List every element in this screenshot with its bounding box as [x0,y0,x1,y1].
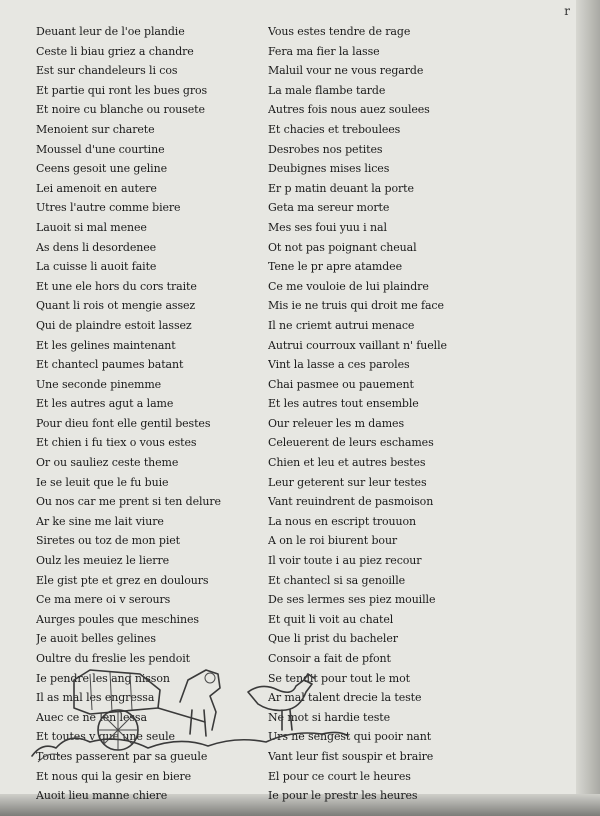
text-line: Ou nos car me prent si ten delure [36,495,221,509]
text-line: Vant leur fist souspir et braire [268,749,434,763]
text-line: Auec ce ne len lessa [36,710,147,724]
text-line: Geta ma sereur morte [268,201,390,215]
text-line: Tene le pr apre atamdee [268,260,402,274]
text-line: Deubignes mises lices [268,162,390,176]
text-line: Maluil vour ne vous regarde [268,64,424,78]
text-line: Et chantecl paumes batant [36,358,184,372]
text-line: Or ou sauliez ceste theme [36,456,179,470]
text-line: Ceste li biau griez a chandre [36,44,194,58]
text-line: Et une ele hors du cors traite [36,279,197,293]
text-line: Et chantecl si sa genoille [268,573,406,587]
text-line: Et les gelines maintenant [36,338,176,352]
text-line: Autrui courroux vaillant n' fuelle [268,338,447,352]
text-line: Ie se leuit que le fu buie [36,475,169,489]
text-line: Er p matin deuant la porte [268,181,414,195]
text-line: Celeuerent de leurs eschames [268,436,434,450]
page-edge-right [576,0,600,816]
text-line: Et noire cu blanche ou rousete [36,103,205,117]
text-line: Consoir a fait de pfont [268,652,391,665]
text-line: Deuant leur de l'oe plandie [36,25,185,38]
text-line: Et quit li voit au chatel [268,612,394,626]
text-line: Il ne criemt autrui menace [268,318,415,332]
text-line: Et toutes v que une seule [36,730,175,744]
folio-corner-mark: r [564,4,570,18]
text-line: Leur geterent sur leur testes [268,475,427,489]
text-line: Mis ie ne truis qui droit me face [268,299,444,313]
text-line: Vous estes tendre de rage [268,25,411,38]
text-line: Ceens gesoit une geline [36,162,167,176]
text-line: La male flambe tarde [268,83,386,97]
text-line: Lauoit si mal menee [36,220,147,234]
text-line: Il voir toute i au piez recour [268,554,422,568]
text-line: Une seconde pinemme [36,377,162,391]
text-line: As dens li desordenee [36,240,157,254]
text-line: Chien et leu et autres bestes [268,456,426,470]
ground-hills [32,732,348,762]
cart-drawing [74,670,205,750]
text-line: Auoit lieu manne chiere [36,789,168,803]
text-line: Il as mal les engressa [36,691,155,705]
text-line: Ce ma mere oi v serours [36,593,171,607]
text-line: Vint la lasse a ces paroles [268,358,410,372]
text-line: Et les autres tout ensemble [268,397,419,411]
text-line: Urs ne sengest qui pooir nant [268,730,432,744]
text-line: Ie pour le prestr les heures [268,789,418,803]
text-line: Mes ses foui yuu i nal [268,220,387,234]
text-line: Se tendit pour tout le mot [268,671,410,685]
text-line: Et nous qui la gesir en biere [36,769,192,783]
margin-drawing-cart-and-rooster [30,650,360,790]
text-line: La cuisse li auoit faite [36,260,157,274]
text-line: Siretes ou toz de mon piet [36,534,181,548]
text-line: Fera ma fier la lasse [268,44,380,58]
rooster-drawing [248,674,314,730]
text-line: Qui de plaindre estoit lassez [36,318,192,332]
horse-drawing [180,670,220,736]
text-line: Our releuer les m dames [268,416,404,430]
text-line: Quant li rois ot mengie assez [36,299,196,313]
text-line: Ele gist pte et grez en doulours [36,573,209,587]
text-line: Autres fois nous auez soulees [268,103,430,117]
text-line: La nous en escript trouuon [268,514,417,528]
text-line: Pour dieu font elle gentil bestes [36,416,211,430]
text-line: Lei amenoit en autere [36,181,157,195]
text-line: Ar ke sine me lait viure [36,514,164,528]
text-line: Aurges poules que meschines [36,612,199,626]
text-line: De ses lermes ses piez mouille [268,593,436,607]
text-line: Ie pendre les ang nisson [36,671,170,685]
text-line: Ar mal talent drecie la teste [268,691,422,705]
text-line: Et chien i fu tiex o vous estes [36,436,197,450]
text-line: Et les autres agut a lame [36,397,174,411]
text-line: Menoient sur charete [36,122,155,136]
text-line: Et partie qui ront les bues gros [36,83,208,97]
text-line: Ot not pas poignant cheual [268,240,417,254]
text-line: Oultre du freslie les pendoit [36,652,190,665]
text-line: Je auoit belles gelines [36,632,156,646]
text-line: Ne mot si hardie teste [268,710,391,724]
text-line: Toutes passerent par sa gueule [36,749,208,763]
text-line: Desrobes nos petites [268,142,383,156]
text-line: Oulz les meuiez le lierre [36,554,170,568]
text-line: Ce me vouloie de lui plaindre [268,279,429,293]
text-line: Utres l'autre comme biere [36,201,181,215]
text-line: Que li prist du bacheler [268,632,398,646]
text-line: Vant reuindrent de pasmoison [268,495,434,509]
text-line: Moussel d'une courtine [36,142,165,156]
text-line: Chai pasmee ou pauement [268,377,414,391]
text-line: Est sur chandeleurs li cos [36,64,178,78]
text-line: Et chacies et treboulees [268,122,401,136]
text-line: El pour ce court le heures [268,769,411,783]
text-line: A on le roi biurent bour [268,534,398,548]
